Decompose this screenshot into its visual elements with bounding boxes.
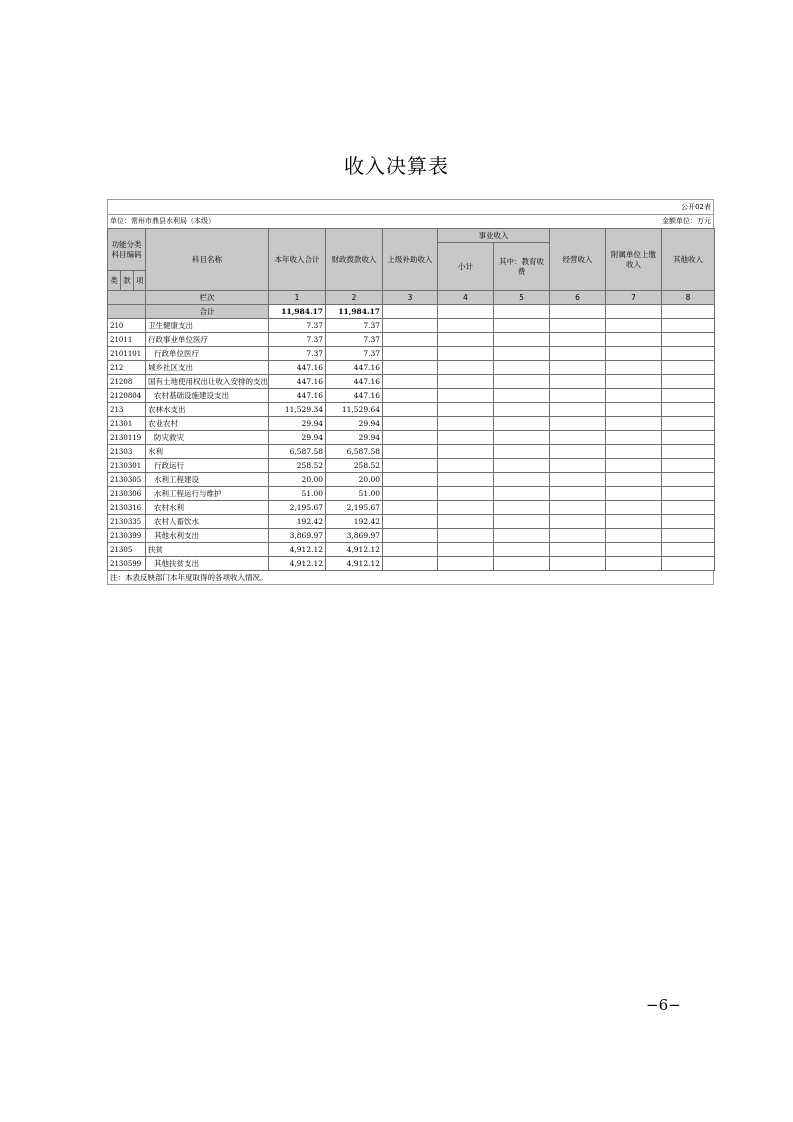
subsidy-income-cell xyxy=(383,333,438,347)
subject-code: 21301 xyxy=(108,417,146,431)
other-income-cell xyxy=(662,361,715,375)
column-number-row xyxy=(108,291,715,305)
edu-fee-cell xyxy=(494,403,550,417)
edu-fee-cell xyxy=(494,487,550,501)
unit-row xyxy=(107,214,714,228)
subsidy-income-header: 上级补助收入 xyxy=(383,229,438,291)
subject-code: 2130306 xyxy=(108,487,146,501)
subsidy-income-cell xyxy=(383,543,438,557)
subject-name: 农村基础设施建设支出 xyxy=(146,389,269,403)
edu-fee-header: 其中：教育收费 xyxy=(494,243,550,291)
table-row xyxy=(108,375,715,389)
column-number: 4 xyxy=(438,291,494,305)
subsidy-income-cell xyxy=(383,529,438,543)
subject-name-header: 科目名称 xyxy=(146,229,269,291)
edu-fee-cell xyxy=(494,347,550,361)
table-row xyxy=(108,459,715,473)
operating-income-cell xyxy=(550,557,606,571)
affiliated-income-cell xyxy=(606,389,662,403)
operating-income-cell xyxy=(550,431,606,445)
affiliated-income-cell xyxy=(606,445,662,459)
operating-income-cell xyxy=(550,347,606,361)
table-row xyxy=(108,543,715,557)
business-subtotal-cell xyxy=(438,431,494,445)
fiscal-income-cell: 192.42 xyxy=(326,515,383,529)
other-income-cell xyxy=(662,487,715,501)
subject-name: 防灾救灾 xyxy=(146,431,269,445)
subsidy-income-cell xyxy=(383,347,438,361)
subject-code: 2101101 xyxy=(108,347,146,361)
total-income-cell: 20.00 xyxy=(269,473,326,487)
subject-code: 212 xyxy=(108,361,146,375)
total-income-cell: 3,869.97 xyxy=(269,529,326,543)
other-income-cell xyxy=(662,347,715,361)
subsidy-income-cell xyxy=(383,501,438,515)
edu-fee-cell xyxy=(494,501,550,515)
operating-income-cell xyxy=(550,487,606,501)
other-income-cell xyxy=(662,375,715,389)
total-income-cell: 7.37 xyxy=(269,333,326,347)
other-income-header: 其他收入 xyxy=(662,229,715,291)
total-fiscal-value: 11,984.17 xyxy=(326,305,383,319)
other-income-cell xyxy=(662,515,715,529)
column-number-label: 栏次 xyxy=(146,291,269,305)
total-row xyxy=(108,305,715,319)
operating-income-cell xyxy=(550,501,606,515)
subsidy-income-cell xyxy=(383,389,438,403)
other-income-cell xyxy=(662,389,715,403)
page-title: 收入决算表 xyxy=(344,154,449,178)
table-row xyxy=(108,403,715,417)
table-row xyxy=(108,361,715,375)
operating-income-cell xyxy=(550,543,606,557)
table-row xyxy=(108,529,715,543)
table-row xyxy=(108,487,715,501)
subject-name: 水利工程运行与维护 xyxy=(146,487,269,501)
fiscal-income-cell: 11,529.64 xyxy=(326,403,383,417)
subject-name: 其他扶贫支出 xyxy=(146,557,269,571)
total-income-cell: 192.42 xyxy=(269,515,326,529)
column-number: 5 xyxy=(494,291,550,305)
subsidy-income-cell xyxy=(383,487,438,501)
business-subtotal-cell xyxy=(438,319,494,333)
total-income-header: 本年收入合计 xyxy=(269,229,326,291)
table-row xyxy=(108,473,715,487)
fiscal-income-header: 财政拨款收入 xyxy=(326,229,383,291)
subject-code: 2130316 xyxy=(108,501,146,515)
affiliated-income-cell xyxy=(606,333,662,347)
affiliated-income-cell xyxy=(606,515,662,529)
edu-fee-cell xyxy=(494,459,550,473)
total-income-cell: 447.16 xyxy=(269,389,326,403)
business-subtotal-cell xyxy=(438,389,494,403)
fiscal-income-cell: 4,912.12 xyxy=(326,557,383,571)
operating-income-cell xyxy=(550,319,606,333)
total-income-cell: 447.16 xyxy=(269,361,326,375)
subject-code: 21303 xyxy=(108,445,146,459)
table-row xyxy=(108,515,715,529)
subject-name: 卫生健康支出 xyxy=(146,319,269,333)
subject-name: 水利工程建设 xyxy=(146,473,269,487)
subsidy-income-cell xyxy=(383,557,438,571)
edu-fee-cell xyxy=(494,361,550,375)
affiliated-income-cell xyxy=(606,557,662,571)
business-subtotal-cell xyxy=(438,487,494,501)
fiscal-income-cell: 29.94 xyxy=(326,431,383,445)
subject-name: 农村人畜饮水 xyxy=(146,515,269,529)
affiliated-income-cell xyxy=(606,361,662,375)
business-income-header: 事业收入 xyxy=(438,229,550,243)
table-row xyxy=(108,319,715,333)
operating-income-cell xyxy=(550,445,606,459)
total-income-cell: 4,912.12 xyxy=(269,543,326,557)
edu-fee-cell xyxy=(494,557,550,571)
affiliated-income-cell xyxy=(606,459,662,473)
fiscal-income-cell: 7.37 xyxy=(326,319,383,333)
unit-label: 单位：常州市鼎县水利局（本级） xyxy=(110,217,215,225)
subject-name: 水利 xyxy=(146,445,269,459)
operating-income-cell xyxy=(550,459,606,473)
operating-income-cell xyxy=(550,375,606,389)
table-row xyxy=(108,501,715,515)
affiliated-income-cell xyxy=(606,403,662,417)
fiscal-income-cell: 20.00 xyxy=(326,473,383,487)
business-subtotal-cell xyxy=(438,473,494,487)
edu-fee-cell xyxy=(494,515,550,529)
table-note: 注：本表反映部门本年度取得的各项收入情况。 xyxy=(107,571,714,585)
affiliated-income-cell xyxy=(606,543,662,557)
subject-name: 行政运行 xyxy=(146,459,269,473)
subject-code: 2130119 xyxy=(108,431,146,445)
form-number-row xyxy=(107,199,714,214)
column-number: 3 xyxy=(383,291,438,305)
column-number: 2 xyxy=(326,291,383,305)
table-row xyxy=(108,389,715,403)
business-subtotal-cell xyxy=(438,515,494,529)
other-income-cell xyxy=(662,403,715,417)
operating-income-cell xyxy=(550,361,606,375)
column-number: 1 xyxy=(269,291,326,305)
other-income-cell xyxy=(662,529,715,543)
other-income-cell xyxy=(662,501,715,515)
other-income-cell xyxy=(662,543,715,557)
business-subtotal-cell xyxy=(438,347,494,361)
subject-code: 2130399 xyxy=(108,529,146,543)
other-income-cell xyxy=(662,319,715,333)
form-number: 公开02表 xyxy=(681,203,711,211)
edu-fee-cell xyxy=(494,417,550,431)
operating-income-cell xyxy=(550,389,606,403)
subject-code: 2130335 xyxy=(108,515,146,529)
fiscal-income-cell: 447.16 xyxy=(326,361,383,375)
total-income-cell: 6,587.58 xyxy=(269,445,326,459)
total-income-cell: 447.16 xyxy=(269,375,326,389)
subsidy-income-cell xyxy=(383,515,438,529)
fiscal-income-cell: 2,195.67 xyxy=(326,501,383,515)
other-income-cell xyxy=(662,459,715,473)
edu-fee-cell xyxy=(494,431,550,445)
business-subtotal-cell xyxy=(438,361,494,375)
column-number: 7 xyxy=(606,291,662,305)
subject-name: 扶贫 xyxy=(146,543,269,557)
affiliated-income-cell xyxy=(606,431,662,445)
affiliated-income-cell xyxy=(606,501,662,515)
subsidy-income-cell xyxy=(383,361,438,375)
subject-name: 其他水利支出 xyxy=(146,529,269,543)
subject-code: 21305 xyxy=(108,543,146,557)
edu-fee-cell xyxy=(494,543,550,557)
subject-code: 21208 xyxy=(108,375,146,389)
affiliated-income-cell xyxy=(606,375,662,389)
business-subtotal-cell xyxy=(438,445,494,459)
subject-name: 农村水利 xyxy=(146,501,269,515)
affiliated-income-cell xyxy=(606,473,662,487)
other-income-cell xyxy=(662,473,715,487)
subsidy-income-cell xyxy=(383,473,438,487)
subject-code: 2130599 xyxy=(108,557,146,571)
total-income-cell: 29.94 xyxy=(269,417,326,431)
fiscal-income-cell: 3,869.97 xyxy=(326,529,383,543)
subject-name: 农林水支出 xyxy=(146,403,269,417)
operating-income-cell xyxy=(550,403,606,417)
business-subtotal-cell xyxy=(438,529,494,543)
total-income-cell: 51.00 xyxy=(269,487,326,501)
kuan-header: 款 xyxy=(121,271,134,291)
income-statement-sheet xyxy=(107,199,714,585)
xiang-header: 项 xyxy=(134,271,146,291)
affiliated-income-cell xyxy=(606,319,662,333)
operating-income-cell xyxy=(550,473,606,487)
subject-code: 2120804 xyxy=(108,389,146,403)
affiliated-income-cell xyxy=(606,347,662,361)
operating-income-cell xyxy=(550,333,606,347)
subject-name: 农业农村 xyxy=(146,417,269,431)
column-number: 8 xyxy=(662,291,715,305)
total-income-cell: 258.52 xyxy=(269,459,326,473)
business-subtotal-cell xyxy=(438,557,494,571)
total-income-value: 11,984.17 xyxy=(269,305,326,319)
edu-fee-cell xyxy=(494,375,550,389)
business-subtotal-cell xyxy=(438,543,494,557)
fiscal-income-cell: 7.37 xyxy=(326,347,383,361)
fiscal-income-cell: 4,912.12 xyxy=(326,543,383,557)
total-income-cell: 2,195.67 xyxy=(269,501,326,515)
subject-name: 国有土地使用权出让收入安排的支出 xyxy=(146,375,269,389)
edu-fee-cell xyxy=(494,389,550,403)
business-subtotal-cell xyxy=(438,459,494,473)
business-subtotal-cell xyxy=(438,417,494,431)
table-row xyxy=(108,445,715,459)
subject-code: 213 xyxy=(108,403,146,417)
affiliated-income-cell xyxy=(606,487,662,501)
operating-income-cell xyxy=(550,417,606,431)
edu-fee-cell xyxy=(494,333,550,347)
business-subtotal-header: 小计 xyxy=(438,243,494,291)
other-income-cell xyxy=(662,445,715,459)
subject-code: 210 xyxy=(108,319,146,333)
table-row xyxy=(108,417,715,431)
subsidy-income-cell xyxy=(383,445,438,459)
fiscal-income-cell: 6,587.58 xyxy=(326,445,383,459)
total-label: 合计 xyxy=(146,305,269,319)
total-income-cell: 7.37 xyxy=(269,319,326,333)
subsidy-income-cell xyxy=(383,403,438,417)
fiscal-income-cell: 51.00 xyxy=(326,487,383,501)
func-code-header: 功能分类科目编码 xyxy=(108,229,146,271)
table-row xyxy=(108,431,715,445)
subsidy-income-cell xyxy=(383,319,438,333)
business-subtotal-cell xyxy=(438,403,494,417)
edu-fee-cell xyxy=(494,319,550,333)
amount-unit: 金额单位：万元 xyxy=(662,217,711,225)
subsidy-income-cell xyxy=(383,431,438,445)
subsidy-income-cell xyxy=(383,375,438,389)
fiscal-income-cell: 29.94 xyxy=(326,417,383,431)
affiliated-income-header: 附属单位上缴收入 xyxy=(606,229,662,291)
subject-name: 行政单位医疗 xyxy=(146,347,269,361)
business-subtotal-cell xyxy=(438,501,494,515)
other-income-cell xyxy=(662,431,715,445)
total-income-cell: 11,529.34 xyxy=(269,403,326,417)
subject-code: 2130301 xyxy=(108,459,146,473)
operating-income-cell xyxy=(550,529,606,543)
edu-fee-cell xyxy=(494,473,550,487)
total-income-cell: 29.94 xyxy=(269,431,326,445)
business-subtotal-cell xyxy=(438,375,494,389)
column-number: 6 xyxy=(550,291,606,305)
affiliated-income-cell xyxy=(606,529,662,543)
other-income-cell xyxy=(662,557,715,571)
fiscal-income-cell: 7.37 xyxy=(326,333,383,347)
lei-header: 类 xyxy=(108,271,121,291)
edu-fee-cell xyxy=(494,445,550,459)
total-income-cell: 4,912.12 xyxy=(269,557,326,571)
page-number: −6− xyxy=(646,996,681,1014)
income-table xyxy=(107,228,715,571)
fiscal-income-cell: 447.16 xyxy=(326,389,383,403)
subsidy-income-cell xyxy=(383,459,438,473)
subject-code: 21011 xyxy=(108,333,146,347)
total-income-cell: 7.37 xyxy=(269,347,326,361)
table-row xyxy=(108,347,715,361)
subject-code: 2130305 xyxy=(108,473,146,487)
operating-income-header: 经营收入 xyxy=(550,229,606,291)
edu-fee-cell xyxy=(494,529,550,543)
subsidy-income-cell xyxy=(383,417,438,431)
business-subtotal-cell xyxy=(438,333,494,347)
subject-name: 行政事业单位医疗 xyxy=(146,333,269,347)
fiscal-income-cell: 447.16 xyxy=(326,375,383,389)
other-income-cell xyxy=(662,417,715,431)
table-row xyxy=(108,557,715,571)
fiscal-income-cell: 258.52 xyxy=(326,459,383,473)
affiliated-income-cell xyxy=(606,417,662,431)
operating-income-cell xyxy=(550,515,606,529)
subject-name: 城乡社区支出 xyxy=(146,361,269,375)
table-row xyxy=(108,333,715,347)
other-income-cell xyxy=(662,333,715,347)
